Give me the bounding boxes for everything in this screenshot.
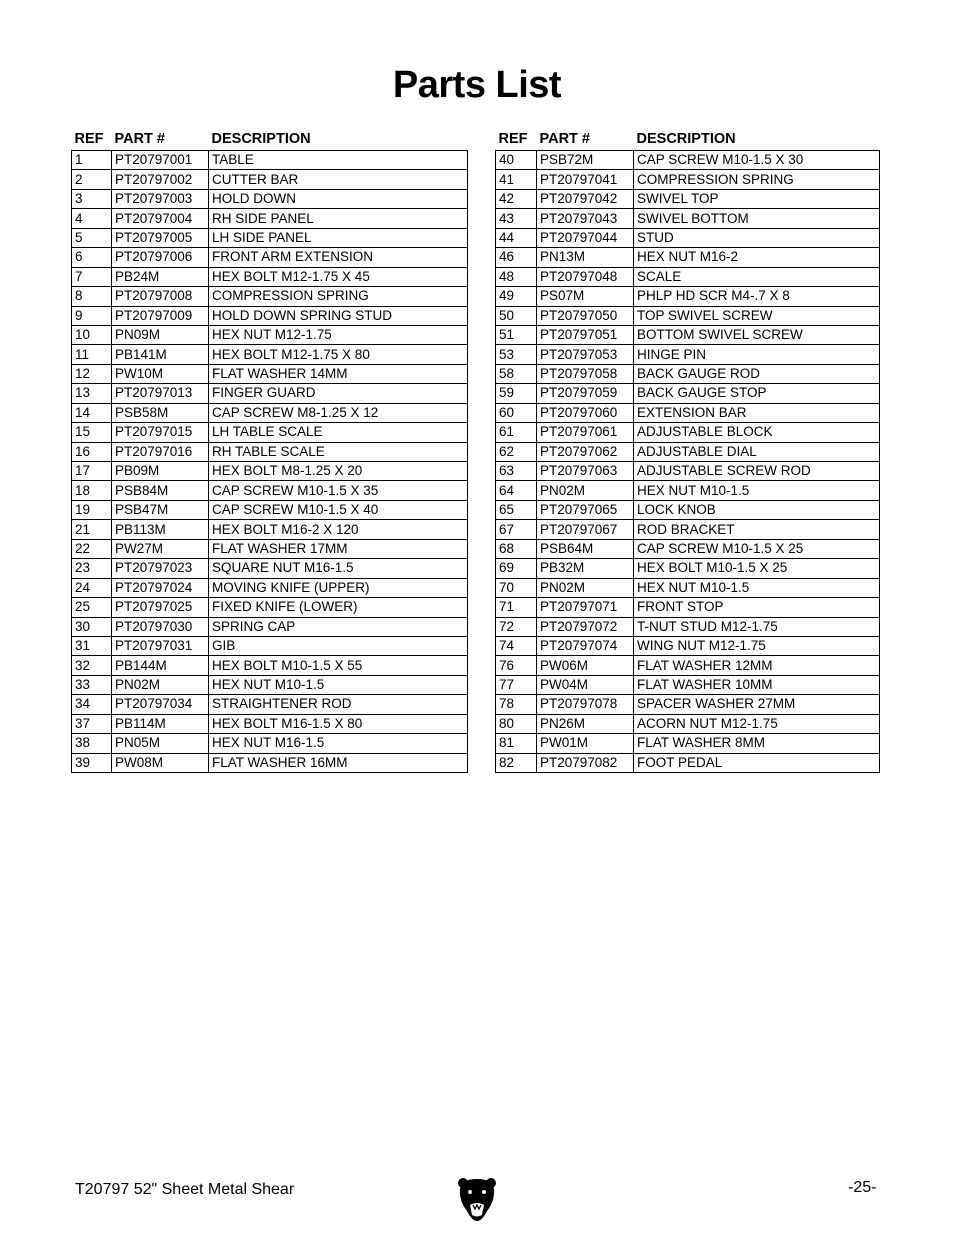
- ref-cell: 46: [496, 248, 537, 267]
- ref-cell: 62: [496, 442, 537, 461]
- table-row: [496, 578, 880, 597]
- description-cell: HINGE PIN: [634, 345, 880, 364]
- part-number-cell: PN09M: [112, 325, 209, 344]
- part-number-cell: PSB64M: [537, 539, 634, 558]
- table-row: [72, 267, 468, 286]
- ref-cell: 64: [496, 481, 537, 500]
- description-cell: EXTENSION BAR: [634, 403, 880, 422]
- part-number-cell: PT20797061: [537, 423, 634, 442]
- part-number-cell: PT20797063: [537, 462, 634, 481]
- table-row: [72, 287, 468, 306]
- ref-cell: 33: [72, 675, 112, 694]
- description-cell: BACK GAUGE STOP: [634, 384, 880, 403]
- ref-cell: 21: [72, 520, 112, 539]
- ref-cell: 67: [496, 520, 537, 539]
- part-number-cell: PT20797074: [537, 636, 634, 655]
- ref-cell: 69: [496, 559, 537, 578]
- part-number-cell: PT20797013: [112, 384, 209, 403]
- table-row: [496, 364, 880, 383]
- description-cell: TOP SWIVEL SCREW: [634, 306, 880, 325]
- part-number-cell: PT20797001: [112, 151, 209, 170]
- description-cell: STUD: [634, 228, 880, 247]
- description-cell: RH SIDE PANEL: [209, 209, 468, 228]
- table-row: [72, 228, 468, 247]
- ref-cell: 13: [72, 384, 112, 403]
- part-number-cell: PT20797016: [112, 442, 209, 461]
- table-row: [72, 403, 468, 422]
- header-description: DESCRIPTION: [636, 130, 736, 147]
- description-cell: ADJUSTABLE DIAL: [634, 442, 880, 461]
- ref-cell: 71: [496, 598, 537, 617]
- ref-cell: 74: [496, 636, 537, 655]
- table-row: [72, 462, 468, 481]
- page-title: Parts List: [392, 64, 562, 106]
- table-row: [72, 345, 468, 364]
- ref-cell: 59: [496, 384, 537, 403]
- description-cell: FIXED KNIFE (LOWER): [209, 598, 468, 617]
- table-row: [72, 500, 468, 519]
- ref-cell: 43: [496, 209, 537, 228]
- ref-cell: 77: [496, 675, 537, 694]
- table-row: [72, 481, 468, 500]
- ref-cell: 10: [72, 325, 112, 344]
- ref-cell: 82: [496, 753, 537, 772]
- ref-cell: 39: [72, 753, 112, 772]
- description-cell: SPACER WASHER 27MM: [634, 695, 880, 714]
- footer-model: T20797 52" Sheet Metal Shear: [75, 1181, 295, 1198]
- part-number-cell: PT20797043: [537, 209, 634, 228]
- part-number-cell: PW06M: [537, 656, 634, 675]
- table-row: [72, 734, 468, 753]
- ref-cell: 78: [496, 695, 537, 714]
- ref-cell: 18: [72, 481, 112, 500]
- table-row: [72, 364, 468, 383]
- description-cell: LH SIDE PANEL: [209, 228, 468, 247]
- part-number-cell: PN02M: [537, 578, 634, 597]
- table-row: [496, 656, 880, 675]
- table-row: [496, 539, 880, 558]
- description-cell: RH TABLE SCALE: [209, 442, 468, 461]
- ref-cell: 48: [496, 267, 537, 286]
- description-cell: T-NUT STUD M12-1.75: [634, 617, 880, 636]
- ref-cell: 16: [72, 442, 112, 461]
- table-row: [72, 714, 468, 733]
- part-number-cell: PB141M: [112, 345, 209, 364]
- description-cell: FLAT WASHER 10MM: [634, 675, 880, 694]
- ref-cell: 17: [72, 462, 112, 481]
- table-row: [72, 325, 468, 344]
- table-row: [496, 267, 880, 286]
- ref-cell: 72: [496, 617, 537, 636]
- description-cell: FLAT WASHER 12MM: [634, 656, 880, 675]
- header-ref: REF: [74, 130, 104, 147]
- part-number-cell: PSB84M: [112, 481, 209, 500]
- table-row: [496, 423, 880, 442]
- part-number-cell: PT20797060: [537, 403, 634, 422]
- ref-cell: 53: [496, 345, 537, 364]
- table-row: [496, 598, 880, 617]
- table-row: [496, 500, 880, 519]
- part-number-cell: PT20797025: [112, 598, 209, 617]
- description-cell: SWIVEL BOTTOM: [634, 209, 880, 228]
- part-number-cell: PT20797030: [112, 617, 209, 636]
- table-row: [496, 384, 880, 403]
- description-cell: HEX NUT M10-1.5: [634, 481, 880, 500]
- ref-cell: 37: [72, 714, 112, 733]
- description-cell: FLAT WASHER 14MM: [209, 364, 468, 383]
- part-number-cell: PN13M: [537, 248, 634, 267]
- ref-cell: 3: [72, 189, 112, 208]
- part-number-cell: PN02M: [112, 675, 209, 694]
- table-row: [72, 753, 468, 772]
- description-cell: LOCK KNOB: [634, 500, 880, 519]
- part-number-cell: PT20797050: [537, 306, 634, 325]
- part-number-cell: PB114M: [112, 714, 209, 733]
- description-cell: HEX BOLT M12-1.75 X 45: [209, 267, 468, 286]
- part-number-cell: PT20797051: [537, 325, 634, 344]
- description-cell: SCALE: [634, 267, 880, 286]
- part-number-cell: PT20797067: [537, 520, 634, 539]
- ref-cell: 40: [496, 151, 537, 170]
- description-cell: WING NUT M12-1.75: [634, 636, 880, 655]
- description-cell: FINGER GUARD: [209, 384, 468, 403]
- description-cell: HEX NUT M16-2: [634, 248, 880, 267]
- table-row: [496, 345, 880, 364]
- table-row: [72, 209, 468, 228]
- ref-cell: 76: [496, 656, 537, 675]
- ref-cell: 12: [72, 364, 112, 383]
- table-row: [496, 248, 880, 267]
- table-row: [72, 695, 468, 714]
- part-number-cell: PT20797003: [112, 189, 209, 208]
- ref-cell: 25: [72, 598, 112, 617]
- table-row: [72, 151, 468, 170]
- description-cell: FOOT PEDAL: [634, 753, 880, 772]
- page-number: -25-: [848, 1179, 877, 1196]
- ref-cell: 4: [72, 209, 112, 228]
- description-cell: HEX BOLT M10-1.5 X 55: [209, 656, 468, 675]
- part-number-cell: PT20797024: [112, 578, 209, 597]
- part-number-cell: PN05M: [112, 734, 209, 753]
- part-number-cell: PW10M: [112, 364, 209, 383]
- description-cell: ROD BRACKET: [634, 520, 880, 539]
- ref-cell: 41: [496, 170, 537, 189]
- table-row: [496, 520, 880, 539]
- description-cell: CUTTER BAR: [209, 170, 468, 189]
- part-number-cell: PW04M: [537, 675, 634, 694]
- description-cell: STRAIGHTENER ROD: [209, 695, 468, 714]
- table-row: [72, 170, 468, 189]
- part-number-cell: PT20797072: [537, 617, 634, 636]
- part-number-cell: PT20797082: [537, 753, 634, 772]
- part-number-cell: PT20797031: [112, 636, 209, 655]
- description-cell: ADJUSTABLE BLOCK: [634, 423, 880, 442]
- description-cell: TABLE: [209, 151, 468, 170]
- description-cell: BOTTOM SWIVEL SCREW: [634, 325, 880, 344]
- description-cell: MOVING KNIFE (UPPER): [209, 578, 468, 597]
- description-cell: CAP SCREW M10-1.5 X 25: [634, 539, 880, 558]
- ref-cell: 63: [496, 462, 537, 481]
- table-row: [496, 170, 880, 189]
- table-row: [72, 598, 468, 617]
- description-cell: HEX BOLT M10-1.5 X 25: [634, 559, 880, 578]
- table-row: [72, 189, 468, 208]
- table-row: [496, 714, 880, 733]
- part-number-cell: PT20797062: [537, 442, 634, 461]
- part-number-cell: PW08M: [112, 753, 209, 772]
- part-number-cell: PT20797041: [537, 170, 634, 189]
- table-row: [496, 403, 880, 422]
- table-row: [496, 559, 880, 578]
- ref-cell: 80: [496, 714, 537, 733]
- ref-cell: 81: [496, 734, 537, 753]
- description-cell: CAP SCREW M8-1.25 X 12: [209, 403, 468, 422]
- table-row: [496, 617, 880, 636]
- bear-head-icon: [457, 1175, 497, 1223]
- part-number-cell: PW27M: [112, 539, 209, 558]
- part-number-cell: PSB47M: [112, 500, 209, 519]
- table-row: [496, 442, 880, 461]
- table-row: [496, 306, 880, 325]
- header-description: DESCRIPTION: [211, 130, 311, 147]
- table-row: [72, 539, 468, 558]
- ref-cell: 15: [72, 423, 112, 442]
- table-row: [496, 325, 880, 344]
- description-cell: HEX NUT M10-1.5: [209, 675, 468, 694]
- part-number-cell: PT20797023: [112, 559, 209, 578]
- header-part: PART #: [114, 130, 165, 147]
- part-number-cell: PN26M: [537, 714, 634, 733]
- table-row: [496, 151, 880, 170]
- ref-cell: 6: [72, 248, 112, 267]
- part-number-cell: PT20797048: [537, 267, 634, 286]
- part-number-cell: PS07M: [537, 287, 634, 306]
- ref-cell: 34: [72, 695, 112, 714]
- table-row: [496, 481, 880, 500]
- part-number-cell: PT20797059: [537, 384, 634, 403]
- description-cell: CAP SCREW M10-1.5 X 40: [209, 500, 468, 519]
- description-cell: ADJUSTABLE SCREW ROD: [634, 462, 880, 481]
- description-cell: COMPRESSION SPRING: [209, 287, 468, 306]
- table-row: [496, 462, 880, 481]
- part-number-cell: PT20797044: [537, 228, 634, 247]
- part-number-cell: PSB58M: [112, 403, 209, 422]
- table-row: [72, 423, 468, 442]
- part-number-cell: PT20797015: [112, 423, 209, 442]
- table-row: [72, 520, 468, 539]
- part-number-cell: PT20797042: [537, 189, 634, 208]
- description-cell: SQUARE NUT M16-1.5: [209, 559, 468, 578]
- description-cell: PHLP HD SCR M4-.7 X 8: [634, 287, 880, 306]
- ref-cell: 5: [72, 228, 112, 247]
- ref-cell: 22: [72, 539, 112, 558]
- description-cell: BACK GAUGE ROD: [634, 364, 880, 383]
- table-row: [496, 675, 880, 694]
- ref-cell: 8: [72, 287, 112, 306]
- part-number-cell: PT20797005: [112, 228, 209, 247]
- table-row: [496, 189, 880, 208]
- table-row: [72, 384, 468, 403]
- description-cell: FLAT WASHER 16MM: [209, 753, 468, 772]
- table-row: [72, 578, 468, 597]
- description-cell: HOLD DOWN SPRING STUD: [209, 306, 468, 325]
- parts-table-right: [495, 129, 880, 773]
- part-number-cell: PSB72M: [537, 151, 634, 170]
- ref-cell: 11: [72, 345, 112, 364]
- ref-cell: 42: [496, 189, 537, 208]
- table-row: [72, 636, 468, 655]
- description-cell: FRONT ARM EXTENSION: [209, 248, 468, 267]
- part-number-cell: PT20797009: [112, 306, 209, 325]
- table-row: [72, 559, 468, 578]
- description-cell: HEX BOLT M16-2 X 120: [209, 520, 468, 539]
- part-number-cell: PT20797058: [537, 364, 634, 383]
- ref-cell: 1: [72, 151, 112, 170]
- description-cell: HOLD DOWN: [209, 189, 468, 208]
- part-number-cell: PT20797008: [112, 287, 209, 306]
- ref-cell: 7: [72, 267, 112, 286]
- part-number-cell: PN02M: [537, 481, 634, 500]
- ref-cell: 32: [72, 656, 112, 675]
- part-number-cell: PB32M: [537, 559, 634, 578]
- ref-cell: 38: [72, 734, 112, 753]
- part-number-cell: PT20797006: [112, 248, 209, 267]
- table-row: [72, 248, 468, 267]
- table-row: [72, 617, 468, 636]
- ref-cell: 60: [496, 403, 537, 422]
- ref-cell: 9: [72, 306, 112, 325]
- ref-cell: 2: [72, 170, 112, 189]
- ref-cell: 19: [72, 500, 112, 519]
- ref-cell: 65: [496, 500, 537, 519]
- description-cell: ACORN NUT M12-1.75: [634, 714, 880, 733]
- description-cell: FRONT STOP: [634, 598, 880, 617]
- part-number-cell: PT20797034: [112, 695, 209, 714]
- description-cell: FLAT WASHER 8MM: [634, 734, 880, 753]
- part-number-cell: PT20797053: [537, 345, 634, 364]
- description-cell: HEX BOLT M12-1.75 X 80: [209, 345, 468, 364]
- ref-cell: 58: [496, 364, 537, 383]
- table-row: [496, 695, 880, 714]
- description-cell: GIB: [209, 636, 468, 655]
- description-cell: SPRING CAP: [209, 617, 468, 636]
- table-row: [496, 209, 880, 228]
- table-row: [72, 675, 468, 694]
- description-cell: HEX NUT M12-1.75: [209, 325, 468, 344]
- parts-table-left: [71, 129, 468, 773]
- description-cell: HEX BOLT M8-1.25 X 20: [209, 462, 468, 481]
- ref-cell: 51: [496, 325, 537, 344]
- ref-cell: 50: [496, 306, 537, 325]
- ref-cell: 14: [72, 403, 112, 422]
- table-row: [72, 306, 468, 325]
- ref-cell: 31: [72, 636, 112, 655]
- part-number-cell: PT20797078: [537, 695, 634, 714]
- table-row: [72, 656, 468, 675]
- ref-cell: 49: [496, 287, 537, 306]
- part-number-cell: PB113M: [112, 520, 209, 539]
- description-cell: HEX NUT M16-1.5: [209, 734, 468, 753]
- part-number-cell: PB144M: [112, 656, 209, 675]
- table-row: [72, 442, 468, 461]
- ref-cell: 24: [72, 578, 112, 597]
- description-cell: COMPRESSION SPRING: [634, 170, 880, 189]
- ref-cell: 61: [496, 423, 537, 442]
- part-number-cell: PT20797065: [537, 500, 634, 519]
- part-number-cell: PB09M: [112, 462, 209, 481]
- table-row: [496, 228, 880, 247]
- description-cell: HEX BOLT M16-1.5 X 80: [209, 714, 468, 733]
- table-row: [496, 636, 880, 655]
- table-row: [496, 734, 880, 753]
- part-number-cell: PT20797071: [537, 598, 634, 617]
- part-number-cell: PT20797002: [112, 170, 209, 189]
- ref-cell: 44: [496, 228, 537, 247]
- ref-cell: 23: [72, 559, 112, 578]
- description-cell: LH TABLE SCALE: [209, 423, 468, 442]
- header-part: PART #: [539, 130, 590, 147]
- description-cell: CAP SCREW M10-1.5 X 35: [209, 481, 468, 500]
- description-cell: SWIVEL TOP: [634, 189, 880, 208]
- table-row: [496, 287, 880, 306]
- part-number-cell: PW01M: [537, 734, 634, 753]
- ref-cell: 70: [496, 578, 537, 597]
- description-cell: HEX NUT M10-1.5: [634, 578, 880, 597]
- part-number-cell: PT20797004: [112, 209, 209, 228]
- header-ref: REF: [498, 130, 528, 147]
- description-cell: FLAT WASHER 17MM: [209, 539, 468, 558]
- table-row: [496, 753, 880, 772]
- part-number-cell: PB24M: [112, 267, 209, 286]
- ref-cell: 68: [496, 539, 537, 558]
- ref-cell: 30: [72, 617, 112, 636]
- description-cell: CAP SCREW M10-1.5 X 30: [634, 151, 880, 170]
